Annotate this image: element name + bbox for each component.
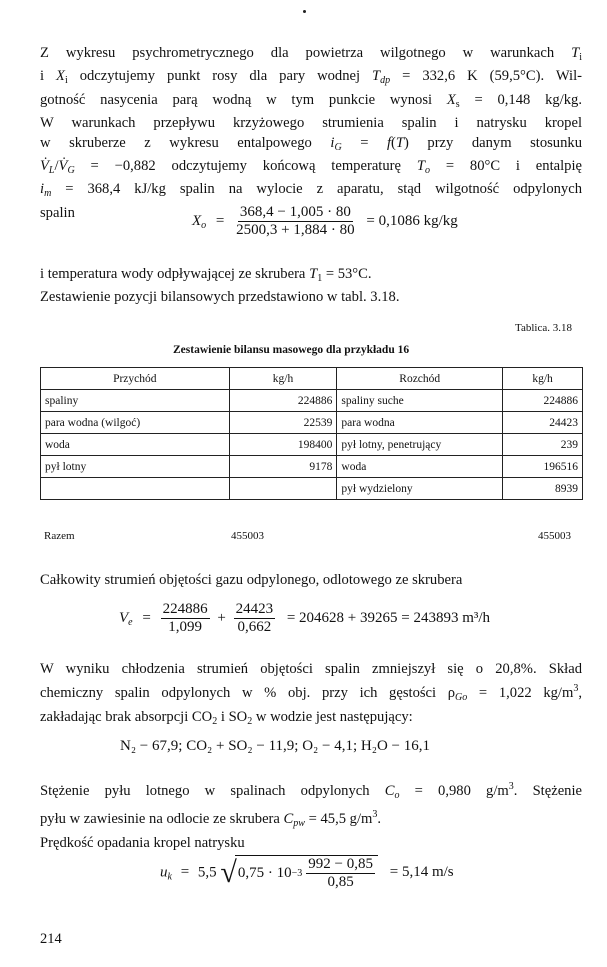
- table-row: [41, 390, 583, 412]
- cell-income-value: 9178: [229, 456, 337, 478]
- eq4-fraction: [306, 856, 375, 891]
- equation-ve: [119, 601, 490, 636]
- table-row: [41, 412, 583, 434]
- paragraph-2: [40, 265, 582, 308]
- eq4-inner-exp: −3: [291, 868, 303, 879]
- p5-line-3: Prędkość opadania kropel natrysku: [40, 834, 245, 851]
- p4-line-2: chemiczny spalin odpylonych w % obj. przy ich gęstości $\rho_{Go} = 1,022$ $kg/m^3$,: [40, 683, 582, 704]
- equation-x0: [192, 204, 458, 239]
- eq2-plus: +: [217, 609, 226, 626]
- eq4-result: = 5,14 m/s: [389, 864, 454, 881]
- p1-line-4: W warunkach przepływu krzyżowego strumienia spalin i natrysku kropel: [40, 115, 582, 132]
- paragraph-3: [40, 571, 582, 590]
- eq2-numerator-1: 224886: [162, 601, 208, 617]
- p4-line-3: zakładając brak absorpcji $CO_2$ i $SO_2$ w wodzie jest następujący:: [40, 708, 413, 727]
- cell-outgo-item: pył wydzielony: [337, 478, 503, 500]
- cell-outgo-value: 24423: [503, 412, 583, 434]
- cell-outgo-item: para wodna: [337, 412, 503, 434]
- paragraph-4: [40, 660, 582, 731]
- balance-table: [40, 367, 583, 500]
- sqrt-radicand: [235, 855, 378, 891]
- eq1-numerator: 368,4 − 1,005 · 80: [239, 204, 351, 220]
- p1-line-6: $V̇_L/V̇_G = -0,882$ odczytujemy końcową temperaturę $T_o = 80^\circ C$ i entalpię: [40, 158, 583, 177]
- eq2-result: = 204628 + 39265 = 243893 m³/h: [286, 609, 491, 626]
- cell-outgo-value: 8939: [503, 478, 583, 500]
- header-income: Przychód: [41, 368, 230, 390]
- table-row: [41, 434, 583, 456]
- eq1-denominator: 2500,3 + 1,884 · 80: [236, 222, 355, 238]
- total-label: Razem: [44, 530, 75, 542]
- cell-income-item: para wodna (wilgoć): [41, 412, 230, 434]
- eq2-equals: =: [142, 609, 151, 626]
- paragraph-5: [40, 777, 582, 853]
- eq4-denominator: 0,85: [327, 874, 354, 890]
- p2-line-1: i temperatura wody odpływającej ze skrubera $T_1 = 53^\circ C$.: [40, 266, 372, 284]
- cell-income-item: woda: [41, 434, 230, 456]
- page-number: 214: [40, 931, 62, 947]
- eq1-fraction: [234, 204, 356, 239]
- p1-line-7: $i_m = 368,4$ kJ/kg spalin na wylocie z aparatu, stąd wilgotność odpylonych: [40, 181, 582, 200]
- cell-income-value: 198400: [229, 434, 337, 456]
- eq1-result: = 0,1086 kg/kg: [366, 212, 458, 229]
- eq4-numerator: 992 − 0,85: [308, 856, 373, 872]
- table-header-row: [41, 368, 583, 390]
- gas-composition: N₂ − 67,9; CO₂ + SO₂ − 11,9; O₂ − 4,1; H₂O − 16,1: [120, 738, 430, 754]
- cell-income-item: spaliny: [41, 390, 230, 412]
- cell-income-item: [41, 478, 230, 500]
- cell-outgo-value: 239: [503, 434, 583, 456]
- cell-outgo-value: 224886: [503, 390, 583, 412]
- table-title: Zestawienie bilansu masowego dla przykładu 16: [173, 344, 410, 356]
- eq4-equals: =: [180, 864, 190, 881]
- cell-income-value: [229, 478, 337, 500]
- p1-line-2: i $X_i$ odczytujemy punkt rosy dla pary wodnej $T_{dp} = 332,6$ K (59,5°C). Wil-: [40, 68, 582, 87]
- eq4-lhs: u: [160, 864, 168, 881]
- paragraph-1: [40, 44, 582, 223]
- cell-outgo-item: spaliny suche: [337, 390, 503, 412]
- p5-line-1: Stężenie pyłu lotnego w spalinach odpylonych $C_o = 0,980$ $g/m^3$. Stężenie: [40, 781, 582, 801]
- cell-income-value: 22539: [229, 412, 337, 434]
- eq2-fraction-1: [161, 601, 210, 636]
- eq1-lhs-sub: o: [201, 219, 207, 231]
- eq2-denominator-1: 1,099: [168, 619, 202, 635]
- p1-line-5: w skruberze z wykresu entalpowego $i_G = f(T)$ przy danym stosunku: [40, 134, 582, 153]
- total-outgo: 455003: [538, 530, 571, 542]
- eq2-fraction-2: [234, 601, 276, 636]
- p2-line-2: Zestawienie pozycji bilansowych przedstawiono w tabl. 3.18.: [40, 289, 400, 306]
- eq2-denominator-2: 0,662: [237, 619, 272, 635]
- header-income-unit: kg/h: [229, 368, 337, 390]
- header-outgo-unit: kg/h: [503, 368, 583, 390]
- cell-income-item: pył lotny: [41, 456, 230, 478]
- equation-uk: [160, 855, 454, 891]
- cell-income-value: 224886: [229, 390, 337, 412]
- cell-outgo-item: pył lotny, penetrujący: [337, 434, 503, 456]
- table-row: [41, 456, 583, 478]
- cell-outgo-value: 196516: [503, 456, 583, 478]
- eq2-numerator-2: 24423: [235, 601, 274, 617]
- eq4-lhs-sub: k: [167, 871, 172, 883]
- p5-line-2: pyłu w zawiesinie na odlocie ze skrubera $C_{pw} = 45,5$ $g/m^3$.: [40, 809, 382, 830]
- eq4-inner-pre: 0,75 · 10: [237, 865, 292, 881]
- eq2-lhs-sub: e: [128, 616, 133, 628]
- p1-line-3: gotność nasycenia parą wodną w tym punkcie wynosi $X_s = 0,148$ kg/kg.: [40, 91, 583, 110]
- p1-line-8: spalin: [40, 204, 75, 221]
- eq4-coef: 5,5: [197, 864, 217, 881]
- eq1-lhs: X: [192, 212, 202, 229]
- eq2-lhs: V: [119, 609, 129, 626]
- cell-outgo-item: woda: [337, 456, 503, 478]
- p3-line-1: Całkowity strumień objętości gazu odpylonego, odlotowego ze skrubera: [40, 572, 463, 588]
- eq1-equals: =: [215, 212, 225, 229]
- header-outgo: Rozchód: [337, 368, 503, 390]
- sqrt-sign: √: [220, 856, 237, 889]
- p1-line-1: Z wykresu psychrometrycznego dla powietrza wilgotnego w warunkach $T_i$: [40, 45, 582, 63]
- p4-line-1: W wyniku chłodzenia strumień objętości spalin zmniejszył się o 20,8%. Skład: [40, 661, 582, 677]
- total-income: 455003: [231, 530, 264, 542]
- stray-dot: [303, 10, 306, 13]
- table-label: Tablica. 3.18: [515, 322, 572, 334]
- table-row: [41, 478, 583, 500]
